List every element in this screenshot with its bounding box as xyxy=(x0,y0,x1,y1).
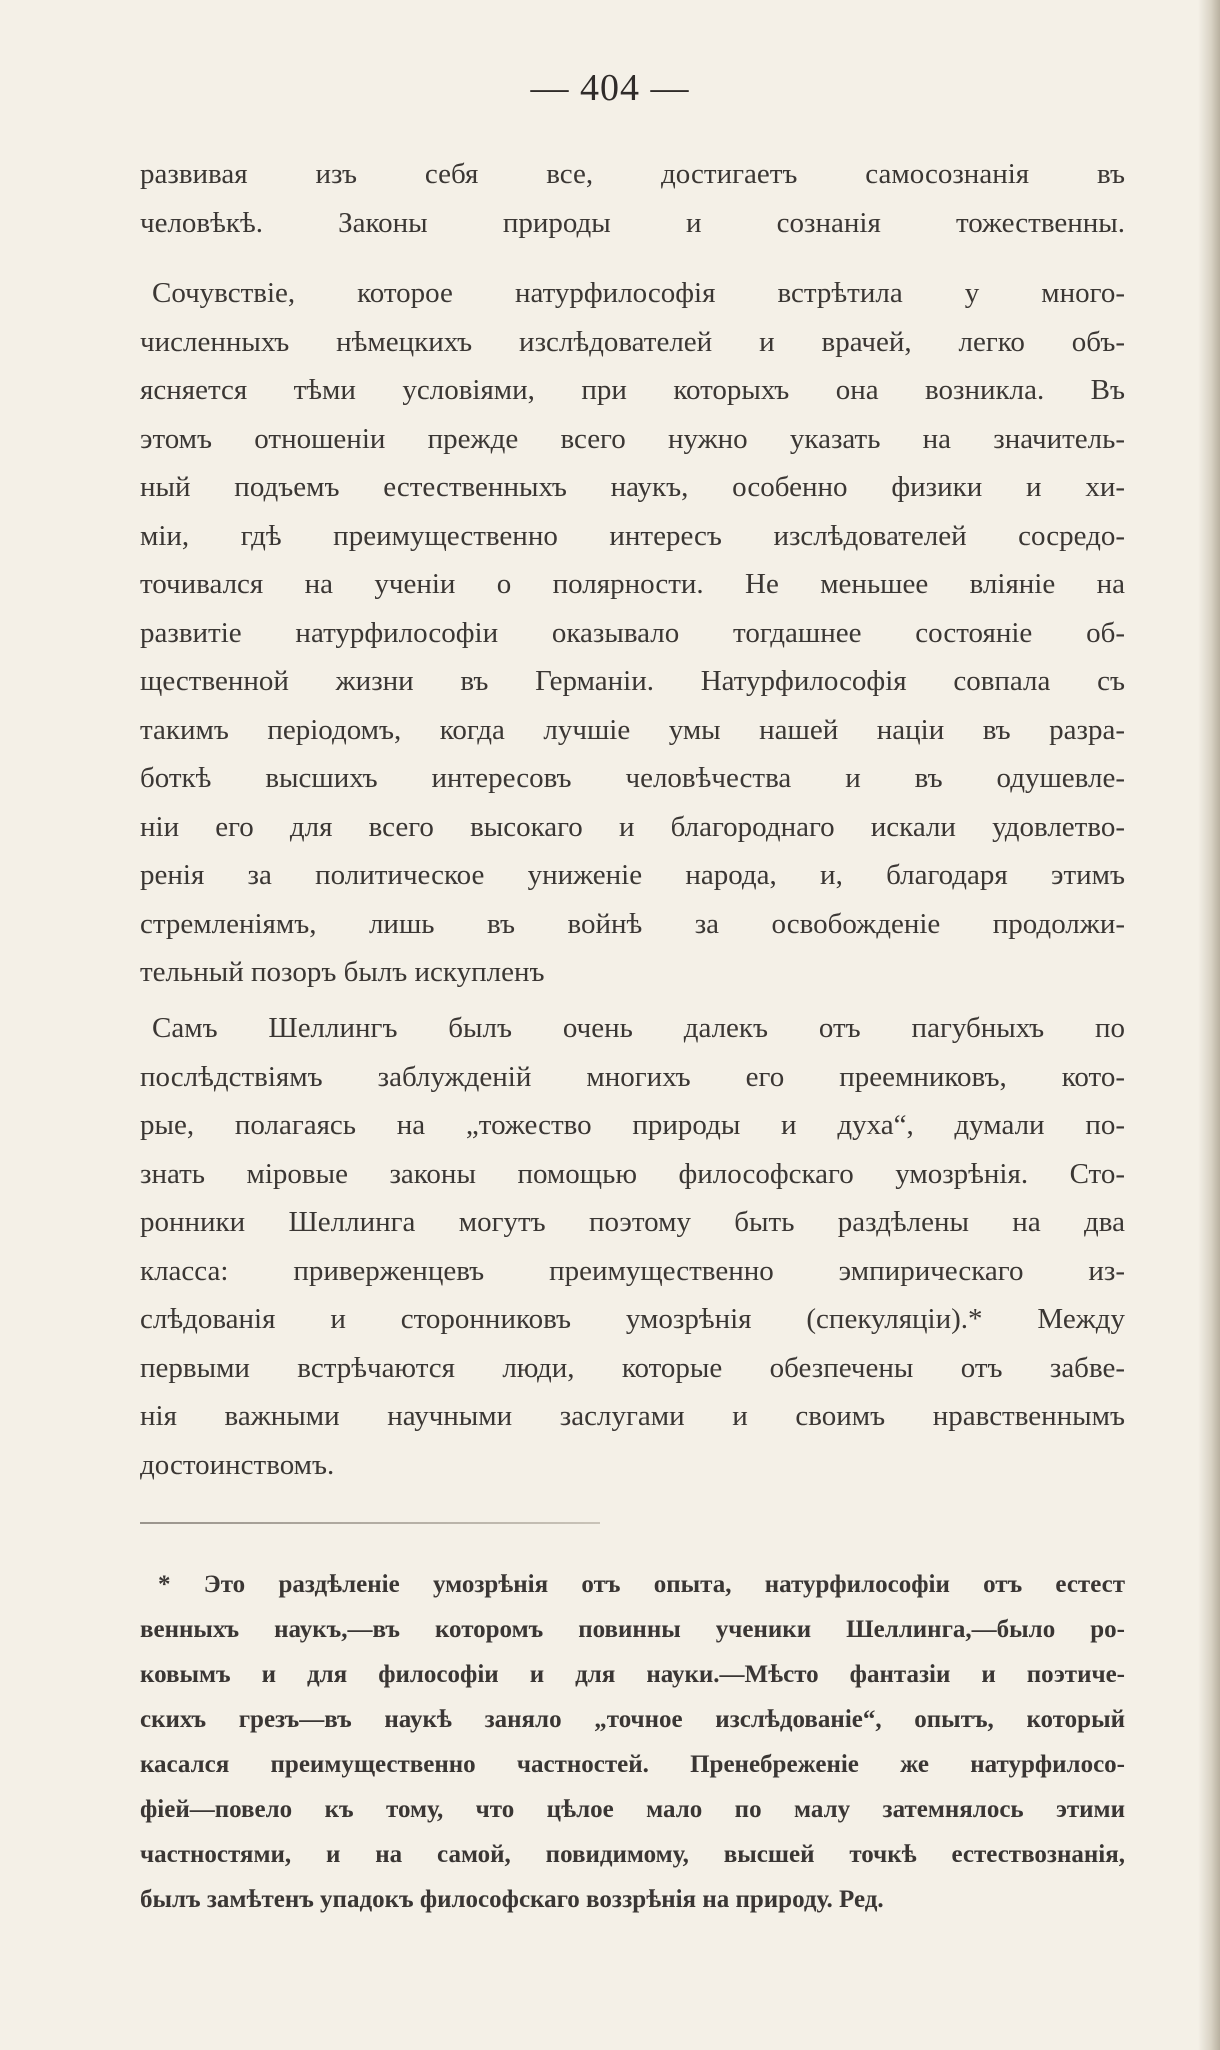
footnote-divider xyxy=(140,1522,600,1524)
paragraph-line: человѣкѣ. Законы природы и сознанія тожественны. xyxy=(140,206,1125,239)
paragraph-line: боткѣ высшихъ интересовъ человѣчества и въ одушевле- xyxy=(140,762,1125,794)
paragraph-line: ренія за политическое униженіе народа, и, благодаря этимъ xyxy=(140,859,1125,891)
paragraph-2 xyxy=(140,269,1125,997)
footnote-line: былъ замѣтенъ упадокъ философскаго воззрѣнія на природу. Ред. xyxy=(140,1886,884,1913)
paragraph-line: первыми встрѣчаются люди, которые обезпечены отъ забве- xyxy=(140,1351,1125,1384)
paragraph-line: такимъ періодомъ, когда лучшіе умы нашей націи въ разра- xyxy=(140,713,1125,746)
paragraph-line: ніи его для всего высокаго и благороднаго искали удовлетво- xyxy=(140,810,1125,843)
paragraph-line: точивался на ученіи о полярности. Не меньшее вліяніе на xyxy=(140,568,1125,600)
footnote-line: венныхъ наукъ,—въ которомъ повинны ученики Шеллинга,—было ро- xyxy=(140,1616,1125,1643)
paragraph-1 xyxy=(140,150,1125,247)
paragraph-line: рые, полагаясь на „тожество природы и духа“, думали по- xyxy=(140,1109,1125,1141)
footnote-line: частностями, и на самой, повидимому, высшей точкѣ естествознанія, xyxy=(140,1841,1125,1868)
footnote xyxy=(140,1562,1125,1922)
paragraph-line: слѣдованія и сторонниковъ умозрѣнія (спекуляціи).* Между xyxy=(140,1303,1125,1335)
paragraph-line: развитіе натурфилософіи оказывало тогдашнее состояніе об- xyxy=(140,616,1125,649)
paragraph-line: ясняется тѣми условіями, при которыхъ она возникла. Въ xyxy=(140,374,1125,406)
paragraph-line: Самъ Шеллингъ былъ очень далекъ отъ пагубныхъ по xyxy=(152,1012,1125,1044)
paragraph-line: этомъ отношеніи прежде всего нужно указать на значитель- xyxy=(140,422,1125,455)
paragraph-line: стремленіямъ, лишь въ войнѣ за освобожденіе продолжи- xyxy=(140,907,1125,940)
paragraph-line: міи, гдѣ преимущественно интересъ изслѣдователей сосредо- xyxy=(140,519,1125,552)
footnote-line: скихъ грезъ—въ наукѣ заняло „точное изслѣдованіе“, опытъ, который xyxy=(140,1706,1125,1733)
paragraph-line: нія важными научными заслугами и своимъ нравственнымъ xyxy=(140,1400,1125,1432)
paragraph-line: численныхъ нѣмецкихъ изслѣдователей и врачей, легко объ- xyxy=(140,325,1125,358)
paragraph-line: щественной жизни въ Германіи. Натурфилософія совпала съ xyxy=(140,665,1125,697)
paragraph-3 xyxy=(140,1004,1125,1489)
page-number: — 404 — xyxy=(530,67,690,109)
paragraph-line: класса: приверженцевъ преимущественно эмпирическаго из- xyxy=(140,1254,1125,1287)
paragraph-line: ный подъемъ естественныхъ наукъ, особенно физики и хи- xyxy=(140,471,1125,503)
paragraph-line: развивая изъ себя все, достигаетъ самосознанія въ xyxy=(140,158,1125,190)
paragraph-line: знать міровые законы помощью философскаго умозрѣнія. Сто- xyxy=(140,1157,1125,1190)
paragraph-line: послѣдствіямъ заблужденій многихъ его преемниковъ, кото- xyxy=(140,1060,1125,1093)
footnote-line: фіей—повело къ тому, что цѣлое мало по малу затемнялось этими xyxy=(140,1796,1125,1823)
paragraph-line: Сочувствіе, которое натурфилософія встрѣтила у много- xyxy=(152,277,1125,309)
paragraph-line: ронники Шеллинга могутъ поэтому быть раздѣлены на два xyxy=(140,1206,1125,1238)
footnote-line: ковымъ и для философіи и для науки.—Мѣсто фантазіи и поэтиче- xyxy=(140,1661,1125,1688)
footnote-line: * Это раздѣленіе умозрѣнія отъ опыта, натурфилософіи отъ естест xyxy=(158,1571,1125,1598)
footnote-line: касался преимущественно частностей. Пренебреженіе же натурфилосо- xyxy=(140,1751,1125,1778)
paragraph-line: достоинствомъ. xyxy=(140,1448,335,1481)
page-edge-shadow xyxy=(1198,0,1220,2050)
paragraph-line: тельный позоръ былъ искупленъ xyxy=(140,956,545,988)
